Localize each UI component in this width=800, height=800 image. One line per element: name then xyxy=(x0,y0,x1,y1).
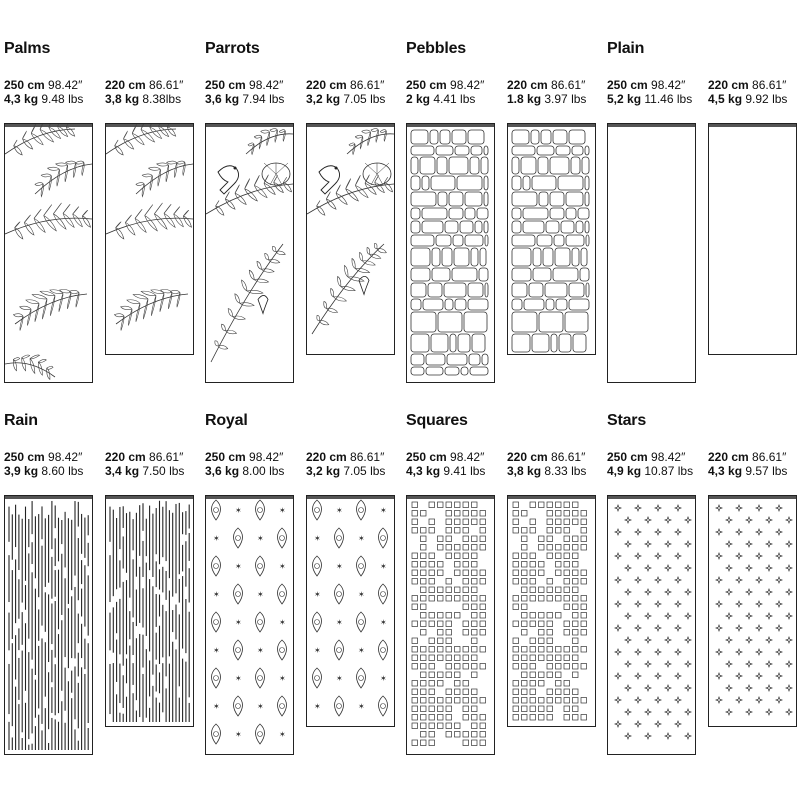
length-inches: 86.61″ xyxy=(752,78,787,92)
svg-text:✶: ✶ xyxy=(235,674,242,683)
weight-kg: 4,3 kg xyxy=(4,92,39,106)
weight-lbs: 4.41 lbs xyxy=(433,92,476,106)
variant-spec xyxy=(205,78,284,106)
length-inches: 98.42″ xyxy=(249,450,284,464)
weight-lbs: 7.50 lbs xyxy=(142,464,185,478)
svg-text:✶: ✶ xyxy=(314,534,321,543)
panel-squares-tall xyxy=(406,495,495,755)
svg-text:✶: ✶ xyxy=(380,674,387,683)
length-line xyxy=(306,78,385,92)
svg-text:✶: ✶ xyxy=(213,590,220,599)
weight-line xyxy=(406,464,485,478)
length-inches: 98.42″ xyxy=(651,450,686,464)
variant-spec xyxy=(105,450,184,478)
weight-kg: 3,9 kg xyxy=(4,464,39,478)
length-cm: 250 cm xyxy=(4,78,45,92)
length-line xyxy=(607,450,693,464)
panel-pattern xyxy=(206,124,293,382)
length-inches: 86.61″ xyxy=(551,78,586,92)
variant-spec xyxy=(306,450,385,478)
weight-lbs: 8.60 lbs xyxy=(41,464,84,478)
panel-pattern xyxy=(709,496,796,726)
length-line xyxy=(507,450,586,464)
length-cm: 220 cm xyxy=(105,450,146,464)
svg-text:✶: ✶ xyxy=(257,590,264,599)
weight-kg: 3,6 kg xyxy=(205,92,240,106)
length-inches: 86.61″ xyxy=(350,450,385,464)
design-title: Parrots xyxy=(205,40,260,57)
svg-text:✶: ✶ xyxy=(279,506,286,515)
weight-line xyxy=(4,92,83,106)
length-cm: 250 cm xyxy=(607,78,648,92)
length-inches: 98.42″ xyxy=(249,78,284,92)
svg-text:✶: ✶ xyxy=(279,562,286,571)
svg-text:✶: ✶ xyxy=(314,590,321,599)
design-title: Rain xyxy=(4,412,38,429)
length-line xyxy=(4,78,83,92)
weight-kg: 3,8 kg xyxy=(507,464,542,478)
variant-spec xyxy=(406,78,484,106)
panel-pattern xyxy=(106,496,193,726)
weight-line xyxy=(205,464,284,478)
variant-spec xyxy=(105,78,183,106)
length-inches: 86.61″ xyxy=(149,78,184,92)
svg-text:✶: ✶ xyxy=(336,562,343,571)
length-line xyxy=(507,78,586,92)
weight-kg: 5,2 kg xyxy=(607,92,642,106)
variant-spec xyxy=(607,450,693,478)
panel-royal-short xyxy=(306,495,395,727)
design-title: Pebbles xyxy=(406,40,466,57)
length-inches: 98.42″ xyxy=(450,78,485,92)
length-cm: 220 cm xyxy=(708,450,749,464)
variant-spec xyxy=(607,78,692,106)
rain-streaks xyxy=(110,501,189,722)
panel-pattern xyxy=(608,496,695,754)
svg-text:✶: ✶ xyxy=(257,646,264,655)
weight-line xyxy=(708,464,787,478)
weight-lbs: 3.97 lbs xyxy=(544,92,587,106)
weight-lbs: 9.48 lbs xyxy=(41,92,84,106)
panel-parrots-tall xyxy=(205,123,294,383)
svg-text:✶: ✶ xyxy=(235,618,242,627)
weight-lbs: 7.94 lbs xyxy=(242,92,285,106)
length-cm: 220 cm xyxy=(306,78,347,92)
variant-spec xyxy=(708,450,787,478)
panel-stars-short xyxy=(708,495,797,727)
variant-spec xyxy=(306,78,385,106)
star-dots xyxy=(615,505,691,739)
length-inches: 98.42″ xyxy=(48,78,83,92)
parrot-foliage xyxy=(206,129,293,362)
palm-fronds xyxy=(5,124,92,379)
panel-stars-tall xyxy=(607,495,696,755)
panel-rain-short xyxy=(105,495,194,727)
length-inches: 86.61″ xyxy=(350,78,385,92)
length-cm: 250 cm xyxy=(406,78,447,92)
royal-damask xyxy=(212,500,287,744)
weight-lbs: 9.57 lbs xyxy=(745,464,788,478)
weight-kg: 3,8 kg xyxy=(105,92,140,106)
length-inches: 98.42″ xyxy=(48,450,83,464)
weight-kg: 4,5 kg xyxy=(708,92,743,106)
length-inches: 86.61″ xyxy=(752,450,787,464)
weight-line xyxy=(105,92,183,106)
rain-streaks xyxy=(9,501,88,750)
weight-line xyxy=(306,464,385,478)
svg-text:✶: ✶ xyxy=(358,534,365,543)
panel-pattern xyxy=(407,124,494,382)
length-line xyxy=(205,78,284,92)
weight-kg: 1.8 kg xyxy=(507,92,542,106)
design-title: Royal xyxy=(205,412,248,429)
length-inches: 86.61″ xyxy=(551,450,586,464)
svg-text:✶: ✶ xyxy=(336,618,343,627)
panel-rain-tall xyxy=(4,495,93,755)
length-cm: 250 cm xyxy=(4,450,45,464)
length-line xyxy=(306,450,385,464)
length-line xyxy=(708,450,787,464)
panel-plain-tall xyxy=(607,123,696,383)
length-line xyxy=(607,78,692,92)
length-line xyxy=(105,78,183,92)
variant-spec xyxy=(507,78,586,106)
design-title: Stars xyxy=(607,412,647,429)
panel-pattern xyxy=(5,124,92,382)
weight-line xyxy=(306,92,385,106)
design-title: Palms xyxy=(4,40,51,57)
weight-kg: 3,2 kg xyxy=(306,92,341,106)
pebble-stones xyxy=(512,130,589,352)
variant-spec xyxy=(406,450,485,478)
panel-pattern xyxy=(5,496,92,754)
svg-text:✶: ✶ xyxy=(358,590,365,599)
weight-kg: 3,2 kg xyxy=(306,464,341,478)
panel-pattern xyxy=(508,496,595,726)
svg-text:✶: ✶ xyxy=(213,646,220,655)
weight-lbs: 9.92 lbs xyxy=(745,92,788,106)
weight-kg: 3,6 kg xyxy=(205,464,240,478)
panel-palms-tall xyxy=(4,123,93,383)
square-grid xyxy=(412,502,486,746)
weight-kg: 4,3 kg xyxy=(708,464,743,478)
weight-line xyxy=(205,92,284,106)
panel-palms-short xyxy=(105,123,194,355)
length-cm: 250 cm xyxy=(205,450,246,464)
length-cm: 220 cm xyxy=(708,78,749,92)
weight-line xyxy=(406,92,484,106)
svg-text:✶: ✶ xyxy=(235,562,242,571)
weight-line xyxy=(105,464,184,478)
palm-fronds xyxy=(106,124,193,331)
weight-lbs: 11.46 lbs xyxy=(644,92,693,106)
length-line xyxy=(406,78,484,92)
design-title: Squares xyxy=(406,412,468,429)
svg-text:✶: ✶ xyxy=(279,674,286,683)
svg-text:✶: ✶ xyxy=(314,702,321,711)
length-line xyxy=(205,450,284,464)
panel-pattern xyxy=(206,496,293,754)
length-cm: 220 cm xyxy=(306,450,347,464)
svg-text:✶: ✶ xyxy=(314,646,321,655)
weight-line xyxy=(708,92,787,106)
panel-pattern xyxy=(709,124,796,354)
weight-line xyxy=(607,464,693,478)
svg-text:✶: ✶ xyxy=(257,534,264,543)
panel-pattern xyxy=(407,496,494,754)
weight-kg: 4,3 kg xyxy=(406,464,441,478)
weight-line xyxy=(4,464,83,478)
length-cm: 220 cm xyxy=(507,450,548,464)
length-inches: 98.42″ xyxy=(651,78,686,92)
svg-text:✶: ✶ xyxy=(336,506,343,515)
panel-plain-short xyxy=(708,123,797,355)
svg-text:✶: ✶ xyxy=(358,702,365,711)
weight-line xyxy=(507,92,586,106)
length-inches: 86.61″ xyxy=(149,450,184,464)
weight-line xyxy=(607,92,692,106)
length-line xyxy=(708,78,787,92)
length-cm: 220 cm xyxy=(105,78,146,92)
pebble-stones xyxy=(411,130,488,375)
length-line xyxy=(105,450,184,464)
weight-lbs: 8.00 lbs xyxy=(242,464,285,478)
panel-pebbles-short xyxy=(507,123,596,355)
svg-text:✶: ✶ xyxy=(279,618,286,627)
panel-royal-tall xyxy=(205,495,294,755)
length-line xyxy=(406,450,485,464)
svg-text:✶: ✶ xyxy=(257,702,264,711)
length-cm: 220 cm xyxy=(507,78,548,92)
royal-damask xyxy=(313,500,388,716)
svg-text:✶: ✶ xyxy=(235,730,242,739)
panel-pattern xyxy=(307,496,394,726)
svg-text:✶: ✶ xyxy=(279,730,286,739)
weight-kg: 2 kg xyxy=(406,92,431,106)
weight-kg: 3,4 kg xyxy=(105,464,140,478)
weight-kg: 4,9 kg xyxy=(607,464,642,478)
svg-text:✶: ✶ xyxy=(380,506,387,515)
weight-lbs: 10.87 lbs xyxy=(644,464,694,478)
variant-spec xyxy=(205,450,284,478)
length-cm: 250 cm xyxy=(406,450,447,464)
star-dots xyxy=(716,505,792,715)
panel-pattern xyxy=(608,124,695,382)
parrot-foliage xyxy=(307,129,394,334)
svg-text:✶: ✶ xyxy=(358,646,365,655)
square-grid xyxy=(513,502,587,720)
weight-lbs: 7.05 lbs xyxy=(343,92,386,106)
length-cm: 250 cm xyxy=(205,78,246,92)
svg-text:✶: ✶ xyxy=(213,702,220,711)
weight-lbs: 8.38lbs xyxy=(142,92,182,106)
design-title: Plain xyxy=(607,40,645,57)
panel-pattern xyxy=(307,124,394,354)
svg-text:✶: ✶ xyxy=(336,674,343,683)
weight-lbs: 9.41 lbs xyxy=(443,464,486,478)
svg-text:✶: ✶ xyxy=(213,534,220,543)
panel-pebbles-tall xyxy=(406,123,495,383)
panel-squares-short xyxy=(507,495,596,727)
svg-text:✶: ✶ xyxy=(380,562,387,571)
length-line xyxy=(4,450,83,464)
panel-pattern xyxy=(106,124,193,354)
weight-lbs: 7.05 lbs xyxy=(343,464,386,478)
length-cm: 250 cm xyxy=(607,450,648,464)
svg-text:✶: ✶ xyxy=(380,618,387,627)
variant-spec xyxy=(4,450,83,478)
weight-line xyxy=(507,464,586,478)
variant-spec xyxy=(708,78,787,106)
variant-spec xyxy=(4,78,83,106)
weight-lbs: 8.33 lbs xyxy=(544,464,587,478)
length-inches: 98.42″ xyxy=(450,450,485,464)
variant-spec xyxy=(507,450,586,478)
panel-pattern xyxy=(508,124,595,354)
svg-text:✶: ✶ xyxy=(235,506,242,515)
panel-parrots-short xyxy=(306,123,395,355)
